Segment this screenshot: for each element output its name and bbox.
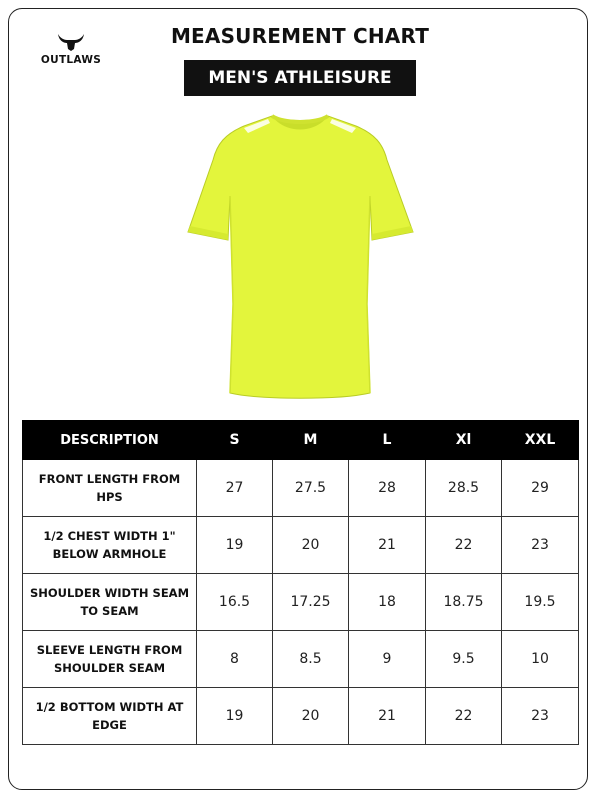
cell-value: 23: [502, 688, 579, 745]
cell-value: 9.5: [426, 631, 502, 688]
cell-value: 8: [197, 631, 273, 688]
cell-value: 21: [349, 688, 426, 745]
cell-value: 23: [502, 517, 579, 574]
tshirt-image: [180, 104, 420, 404]
column-header-size-l: L: [349, 421, 426, 460]
cell-value: 28: [349, 460, 426, 517]
cell-value: 10: [502, 631, 579, 688]
table-row: [23, 688, 579, 745]
column-header-description: DESCRIPTION: [23, 421, 197, 460]
cell-value: 27.5: [273, 460, 349, 517]
table-row: [23, 631, 579, 688]
page-title: MEASUREMENT CHART: [170, 24, 430, 48]
cell-value: 17.25: [273, 574, 349, 631]
row-description: SHOULDER WIDTH SEAM TO SEAM: [23, 574, 197, 631]
column-header-size-m: M: [273, 421, 349, 460]
measurement-table: [22, 420, 579, 745]
row-description: 1/2 CHEST WIDTH 1" BELOW ARMHOLE: [23, 517, 197, 574]
column-header-size-xxl: XXL: [502, 421, 579, 460]
row-description: SLEEVE LENGTH FROM SHOULDER SEAM: [23, 631, 197, 688]
column-header-size-s: S: [197, 421, 273, 460]
table-row: [23, 574, 579, 631]
cell-value: 28.5: [426, 460, 502, 517]
cell-value: 19.5: [502, 574, 579, 631]
row-description: 1/2 BOTTOM WIDTH AT EDGE: [23, 688, 197, 745]
column-header-size-xl: Xl: [426, 421, 502, 460]
cell-value: 27: [197, 460, 273, 517]
brand-name: OUTLAWS: [40, 54, 102, 66]
table-row: [23, 460, 579, 517]
cell-value: 21: [349, 517, 426, 574]
cell-value: 20: [273, 688, 349, 745]
row-description: FRONT LENGTH FROM HPS: [23, 460, 197, 517]
cell-value: 9: [349, 631, 426, 688]
cell-value: 29: [502, 460, 579, 517]
cell-value: 8.5: [273, 631, 349, 688]
cell-value: 16.5: [197, 574, 273, 631]
table-row: [23, 517, 579, 574]
cell-value: 19: [197, 517, 273, 574]
cell-value: 18: [349, 574, 426, 631]
cell-value: 22: [426, 517, 502, 574]
cell-value: 18.75: [426, 574, 502, 631]
table-header-row: [23, 421, 579, 460]
cell-value: 20: [273, 517, 349, 574]
cell-value: 19: [197, 688, 273, 745]
cell-value: 22: [426, 688, 502, 745]
page-subtitle: MEN'S ATHLEISURE: [184, 60, 416, 96]
